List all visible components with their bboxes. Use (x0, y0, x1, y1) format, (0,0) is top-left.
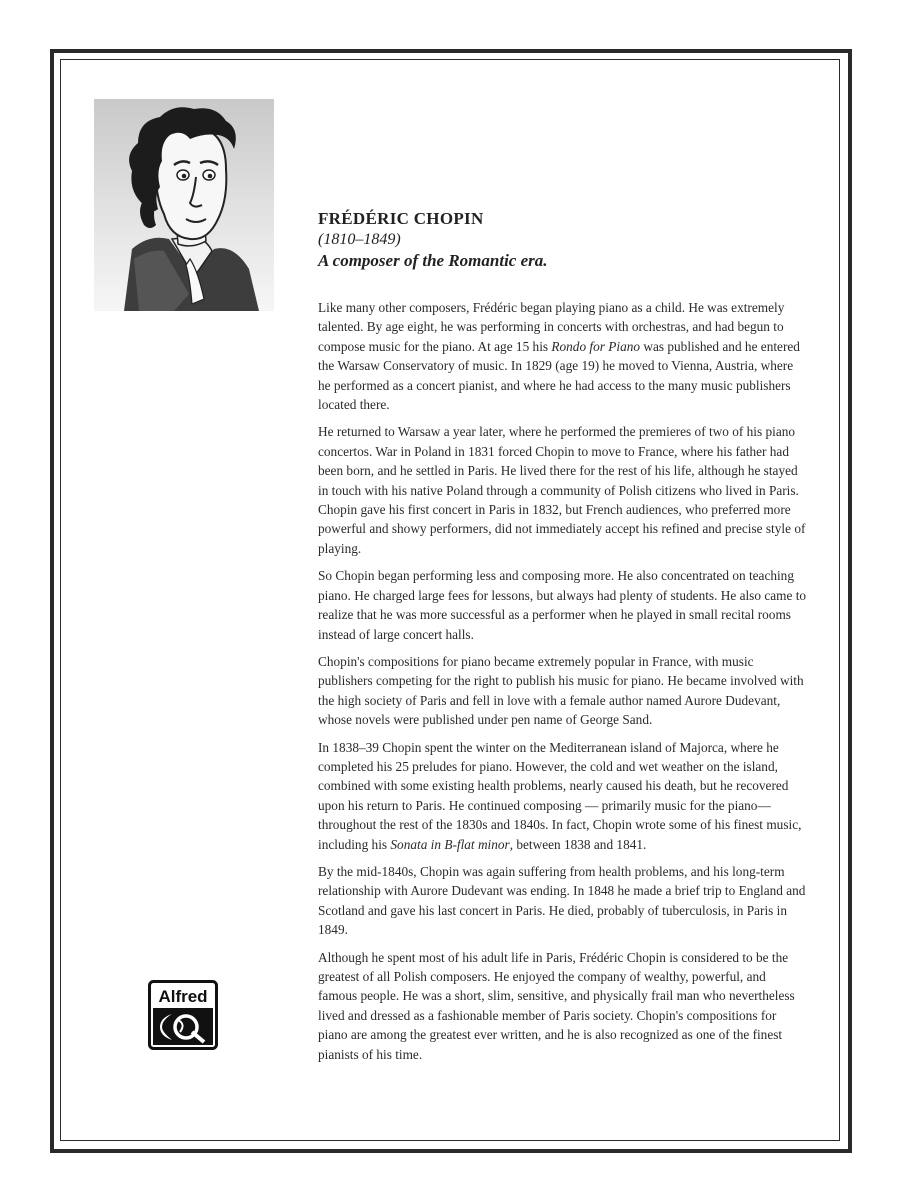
chopin-portrait-icon (94, 99, 274, 311)
composer-era: A composer of the Romantic era. (318, 251, 548, 270)
alfred-logo-icon (148, 980, 218, 1050)
paragraph: He returned to Warsaw a year later, where he performed the premieres of two of his piano concertos. War in Poland in 1831 forced Chopin to move to France, where his father had been born, and he settled in Paris. He lived there for the rest of his life, although he stayed in touch with his native Poland through a community of Polish citizens who lived in Paris. Chopin gave his first concert in Paris in 1832, but French audiences, who preferred more powerful and showy performers, did not immediately accept his refined and precise style of playing. (318, 424, 806, 556)
paragraph: By the mid-1840s, Chopin was again suffering from health problems, and his long-term relationship with Aurore Dudevant was ending. In 1848 he made a brief trip to England and Scotland and gave his last concert in Paris. He died, probably of tuberculosis, in Paris in 1849. (318, 863, 806, 938)
composer-name: FRÉDÉRIC CHOPIN (318, 209, 484, 228)
paragraph: Chopin's compositions for piano became extremely popular in France, with music publishers competing for the right to publish his music for piano. He became involved with the high society of Paris and fell in love with a female author named Aurore Dudevant, whose novels were published under pen name of George Sand. (318, 653, 804, 728)
composer-header (318, 208, 818, 272)
composer-dates: (1810–1849) (318, 231, 401, 248)
paragraph: So Chopin began performing less and composing more. He also concentrated on teaching piano. He charged large fees for lessons, but always had plenty of students. He also came to realize that he was more successful as a performer when he played in small recital rooms instead of large concert halls. (318, 568, 807, 642)
logo-brand-text: Alfred (158, 987, 208, 1006)
paragraph: In 1838–39 Chopin spent the winter on the Mediterranean island of Majorca, where he completed his 25 preludes for piano. However, the cold and wet weather on the island, combined with some existing health problems, nearly caused his death, but he recovered upon his return to Paris. He continued composing — primarily music for the piano—throughout the rest of the 1830s and 1840s. In fact, Chopin wrote some of his finest music, including his Sonata in B-flat minor, between 1838 and 1841. (318, 739, 802, 852)
paragraph: Although he spent most of his adult life in Paris, Frédéric Chopin is considered to be the greatest of all Polish composers. He enjoyed the company of wealthy, powerful, and famous people. He was a short, slim, sensitive, and physically frail man who nevertheless lived and dressed as a fashionable member of Paris society. Chopin's compositions for piano are among the greatest ever written, and he is also recognized as one of the finest pianists of his time. (318, 949, 795, 1062)
biography (318, 298, 808, 1072)
paragraph: Like many other composers, Frédéric began playing piano as a child. He was extremely talented. By age eight, he was performing in concerts with orchestras, and had begun to compose music for the piano. At age 15 his Rondo for Piano was published and he entered the Warsaw Conservatory of music. In 1829 (age 19) he moved to Vienna, Austria, where he performed as a concert pianist, and where he had access to the many music publishers located there. (318, 300, 800, 413)
